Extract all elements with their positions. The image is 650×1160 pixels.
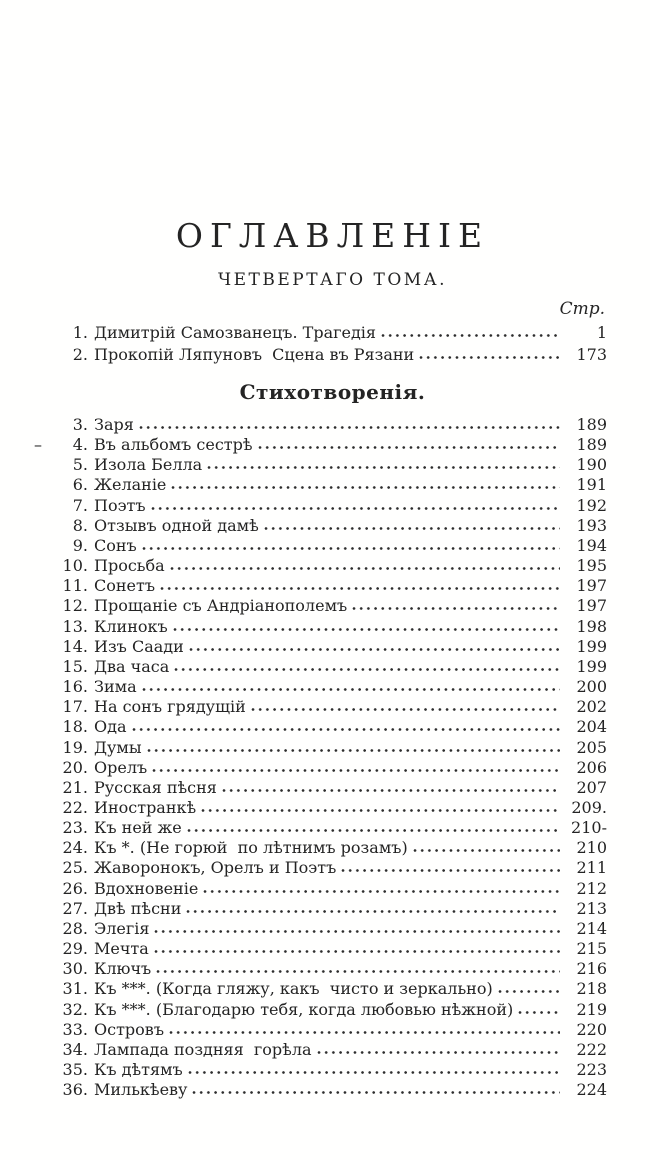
entry-page: 223	[576, 1060, 607, 1079]
dot-leader	[188, 1070, 560, 1075]
dot-leader	[201, 808, 560, 813]
entry-number: 3.	[72, 415, 88, 434]
toc-row	[58, 322, 607, 344]
toc-row	[58, 858, 607, 878]
dot-leader	[156, 969, 560, 974]
entry-number: 29.	[62, 939, 88, 959]
entry-title: Къ ***. (Когда гляжу, какъ чисто и зеркально)	[94, 979, 493, 999]
entry-number: 21.	[62, 777, 88, 797]
entry-title: Заря	[94, 415, 134, 434]
entry-page: 218	[576, 979, 607, 999]
toc-row	[58, 344, 607, 366]
entry-page: 197	[576, 576, 607, 596]
toc-row	[58, 1060, 607, 1080]
entry-title: Къ ***. (Благодарю тебя, когда любовью нѣжной)	[94, 999, 514, 1019]
toc-row	[58, 738, 607, 758]
entry-number: 12.	[62, 596, 88, 616]
entry-number: 28.	[62, 918, 88, 938]
entry-number: 18.	[62, 717, 88, 737]
toc-row	[58, 415, 607, 435]
toc-row	[58, 879, 607, 899]
toc-row	[58, 717, 607, 737]
toc-row	[58, 778, 607, 798]
dot-leader	[132, 727, 560, 732]
entry-page: 206	[576, 757, 607, 777]
toc-row	[58, 1040, 607, 1060]
toc-row	[58, 475, 607, 495]
entry-number: 20.	[62, 757, 88, 777]
toc-row	[58, 657, 607, 677]
dot-leader	[207, 465, 560, 470]
dot-leader	[151, 506, 560, 511]
toc-row	[58, 637, 607, 657]
entry-number: 6.	[72, 475, 88, 495]
poem-entries	[34, 415, 607, 1100]
toc-row	[58, 596, 607, 616]
dot-leader	[186, 909, 560, 914]
entry-number: 13.	[62, 616, 88, 636]
entry-number: 17.	[62, 697, 88, 717]
dot-leader	[251, 707, 560, 712]
dot-leader	[203, 889, 560, 894]
toc-row	[58, 536, 607, 556]
entry-page: 205	[576, 737, 607, 757]
entry-number: 31.	[62, 979, 88, 999]
entry-title: Просьба	[94, 556, 165, 576]
toc-row	[58, 838, 607, 858]
entry-page: 173	[576, 345, 607, 364]
toc-row	[58, 899, 607, 919]
entry-title: Островъ	[94, 1019, 164, 1039]
entry-title: Двѣ пѣсни	[94, 898, 182, 918]
entry-page: 210	[576, 838, 607, 858]
entry-page: 195	[576, 556, 607, 576]
entry-page: 189	[576, 435, 607, 455]
toc-row	[58, 1080, 607, 1100]
entry-title: Клинокъ	[94, 616, 168, 636]
entry-title: Къ дѣтямъ	[94, 1060, 183, 1079]
toc-row	[58, 758, 607, 778]
entry-number: 2.	[72, 345, 88, 364]
toc-row	[58, 798, 607, 818]
entry-page: 190	[576, 455, 607, 475]
dot-leader	[419, 355, 560, 360]
entry-number: 33.	[62, 1019, 88, 1039]
page-title: ОГЛАВЛЕНІЕ	[175, 216, 490, 255]
page-column-label: Стр.	[559, 299, 605, 319]
section-header-poems: Стихотворенія.	[239, 380, 426, 404]
entry-page: 224	[576, 1080, 607, 1100]
dot-leader	[381, 333, 560, 338]
entry-title: Прощаніе съ Андріанополемъ	[94, 596, 348, 616]
entry-page: 192	[576, 495, 607, 515]
entry-page: 213	[576, 898, 607, 918]
dot-leader	[352, 606, 560, 611]
entry-page: 204	[576, 717, 607, 737]
entry-number: 15.	[62, 656, 88, 676]
toc-row	[58, 1020, 607, 1040]
entry-page: 197	[576, 596, 607, 616]
entry-number: 11.	[62, 576, 88, 596]
entry-number: 16.	[62, 677, 88, 697]
entry-page: 209.	[571, 797, 607, 817]
entry-number: 36.	[62, 1080, 88, 1100]
entry-number: 25.	[62, 858, 88, 878]
entry-page: 219	[576, 999, 607, 1019]
entry-page: 191	[576, 475, 607, 495]
entry-title: Жаворонокъ, Орелъ и Поэтъ	[94, 858, 337, 878]
dot-leader	[169, 1030, 560, 1035]
toc-row	[58, 617, 607, 637]
dot-leader	[222, 788, 560, 793]
dot-leader	[264, 526, 560, 531]
dot-leader	[174, 667, 560, 672]
dot-leader	[147, 748, 560, 753]
toc-row	[58, 818, 607, 838]
entry-page: 202	[576, 697, 607, 717]
entry-number: 30.	[62, 959, 88, 979]
entry-number: 5.	[72, 455, 88, 475]
entry-page: 216	[576, 959, 607, 979]
entry-title: Димитрій Самозванецъ. Трагедія	[94, 323, 377, 342]
entry-page: 194	[576, 535, 607, 555]
dot-leader	[142, 546, 560, 551]
entry-title: Русская пѣсня	[94, 777, 217, 797]
entry-title: Къ *. (Не горюй по лѣтнимъ розамъ)	[94, 838, 408, 858]
entry-title: Вдохновеніе	[94, 878, 199, 898]
toc-row	[58, 959, 607, 979]
dot-leader	[258, 445, 560, 450]
entry-page: 199	[576, 656, 607, 676]
entry-title: Сонъ	[94, 535, 137, 555]
entry-title: Два часа	[94, 656, 170, 676]
dot-leader	[160, 586, 560, 591]
entry-title: Поэтъ	[94, 495, 146, 515]
entry-title: Сонетъ	[94, 576, 156, 596]
toc-row	[58, 556, 607, 576]
dot-leader	[413, 848, 560, 853]
entry-page: 215	[576, 939, 607, 959]
entry-number: 35.	[62, 1060, 88, 1079]
entry-title: Думы	[94, 737, 142, 757]
entry-title: Въ альбомъ сестрѣ	[94, 435, 253, 455]
entry-page: 189	[576, 415, 607, 434]
entry-title: Желаніе	[94, 475, 167, 495]
entry-number: 22.	[62, 797, 88, 817]
entry-title: Изола Белла	[94, 455, 203, 475]
entry-page: 222	[576, 1039, 607, 1059]
dot-leader	[189, 647, 560, 652]
dot-leader	[170, 566, 560, 571]
entry-page: 198	[576, 616, 607, 636]
toc-row	[34, 435, 607, 455]
entry-number: 7.	[72, 495, 88, 515]
margin-mark: –	[34, 435, 42, 455]
entry-title: Зима	[94, 677, 137, 697]
entry-number: 19.	[62, 737, 88, 757]
entry-title: Лампада поздняя горѣла	[94, 1039, 312, 1059]
entry-title: На сонъ грядущій	[94, 697, 246, 717]
entry-page: 199	[576, 636, 607, 656]
dot-leader	[192, 1090, 560, 1095]
volume-subtitle: ЧЕТВЕРТАГО ТОМА.	[217, 270, 447, 290]
entry-title: Ключъ	[94, 959, 152, 979]
entry-title: Отзывъ одной дамѣ	[94, 515, 259, 535]
entry-title: Ода	[94, 717, 127, 737]
entry-page: 193	[576, 515, 607, 535]
dot-leader	[187, 828, 560, 833]
entry-number: 23.	[62, 818, 88, 838]
entry-page: 210-	[571, 818, 607, 838]
entry-page: 220	[576, 1019, 607, 1039]
dot-leader	[317, 1050, 560, 1055]
dot-leader	[173, 627, 560, 632]
entry-number: 9.	[72, 535, 88, 555]
entry-number: 4.	[72, 435, 88, 455]
entry-number: 14.	[62, 636, 88, 656]
dot-leader	[341, 868, 560, 873]
entry-title: Мечта	[94, 939, 149, 959]
entry-page: 212	[576, 878, 607, 898]
entry-number: 24.	[62, 838, 88, 858]
entry-page: 1	[596, 323, 607, 342]
entry-title: Элегія	[94, 918, 150, 938]
entry-number: 26.	[62, 878, 88, 898]
toc-row	[58, 697, 607, 717]
entry-number: 1.	[72, 323, 88, 342]
entry-number: 32.	[62, 999, 88, 1019]
toc-row	[58, 919, 607, 939]
dot-leader	[171, 485, 560, 490]
entry-number: 8.	[72, 515, 88, 535]
entry-title: Милькѣеву	[94, 1080, 188, 1100]
toc-row	[58, 576, 607, 596]
entry-page: 211	[576, 858, 607, 878]
toc-row	[58, 979, 607, 999]
toc-row	[58, 677, 607, 697]
toc-row	[58, 939, 607, 959]
entry-title: Къ ней же	[94, 818, 182, 838]
dot-leader	[154, 929, 560, 934]
toc-row	[58, 516, 607, 536]
entry-page: 207	[576, 777, 607, 797]
entry-title: Прокопій Ляпуновъ Сцена въ Рязани	[94, 345, 415, 364]
entry-page: 200	[576, 677, 607, 697]
entry-number: 27.	[62, 898, 88, 918]
entry-page: 214	[576, 918, 607, 938]
entry-title: Иностранкѣ	[94, 797, 197, 817]
entry-number: 10.	[62, 556, 88, 576]
entry-title: Орелъ	[94, 757, 148, 777]
entry-title: Изъ Саади	[94, 636, 184, 656]
dot-leader	[152, 768, 560, 773]
entry-number: 34.	[62, 1039, 88, 1059]
toc-row	[58, 1000, 607, 1020]
toc-row	[58, 455, 607, 475]
dot-leader	[142, 687, 560, 692]
dot-leader	[139, 425, 560, 430]
dot-leader	[518, 1010, 560, 1015]
main-entries	[58, 322, 607, 366]
toc-row	[58, 496, 607, 516]
dot-leader	[498, 989, 560, 994]
dot-leader	[154, 949, 560, 954]
